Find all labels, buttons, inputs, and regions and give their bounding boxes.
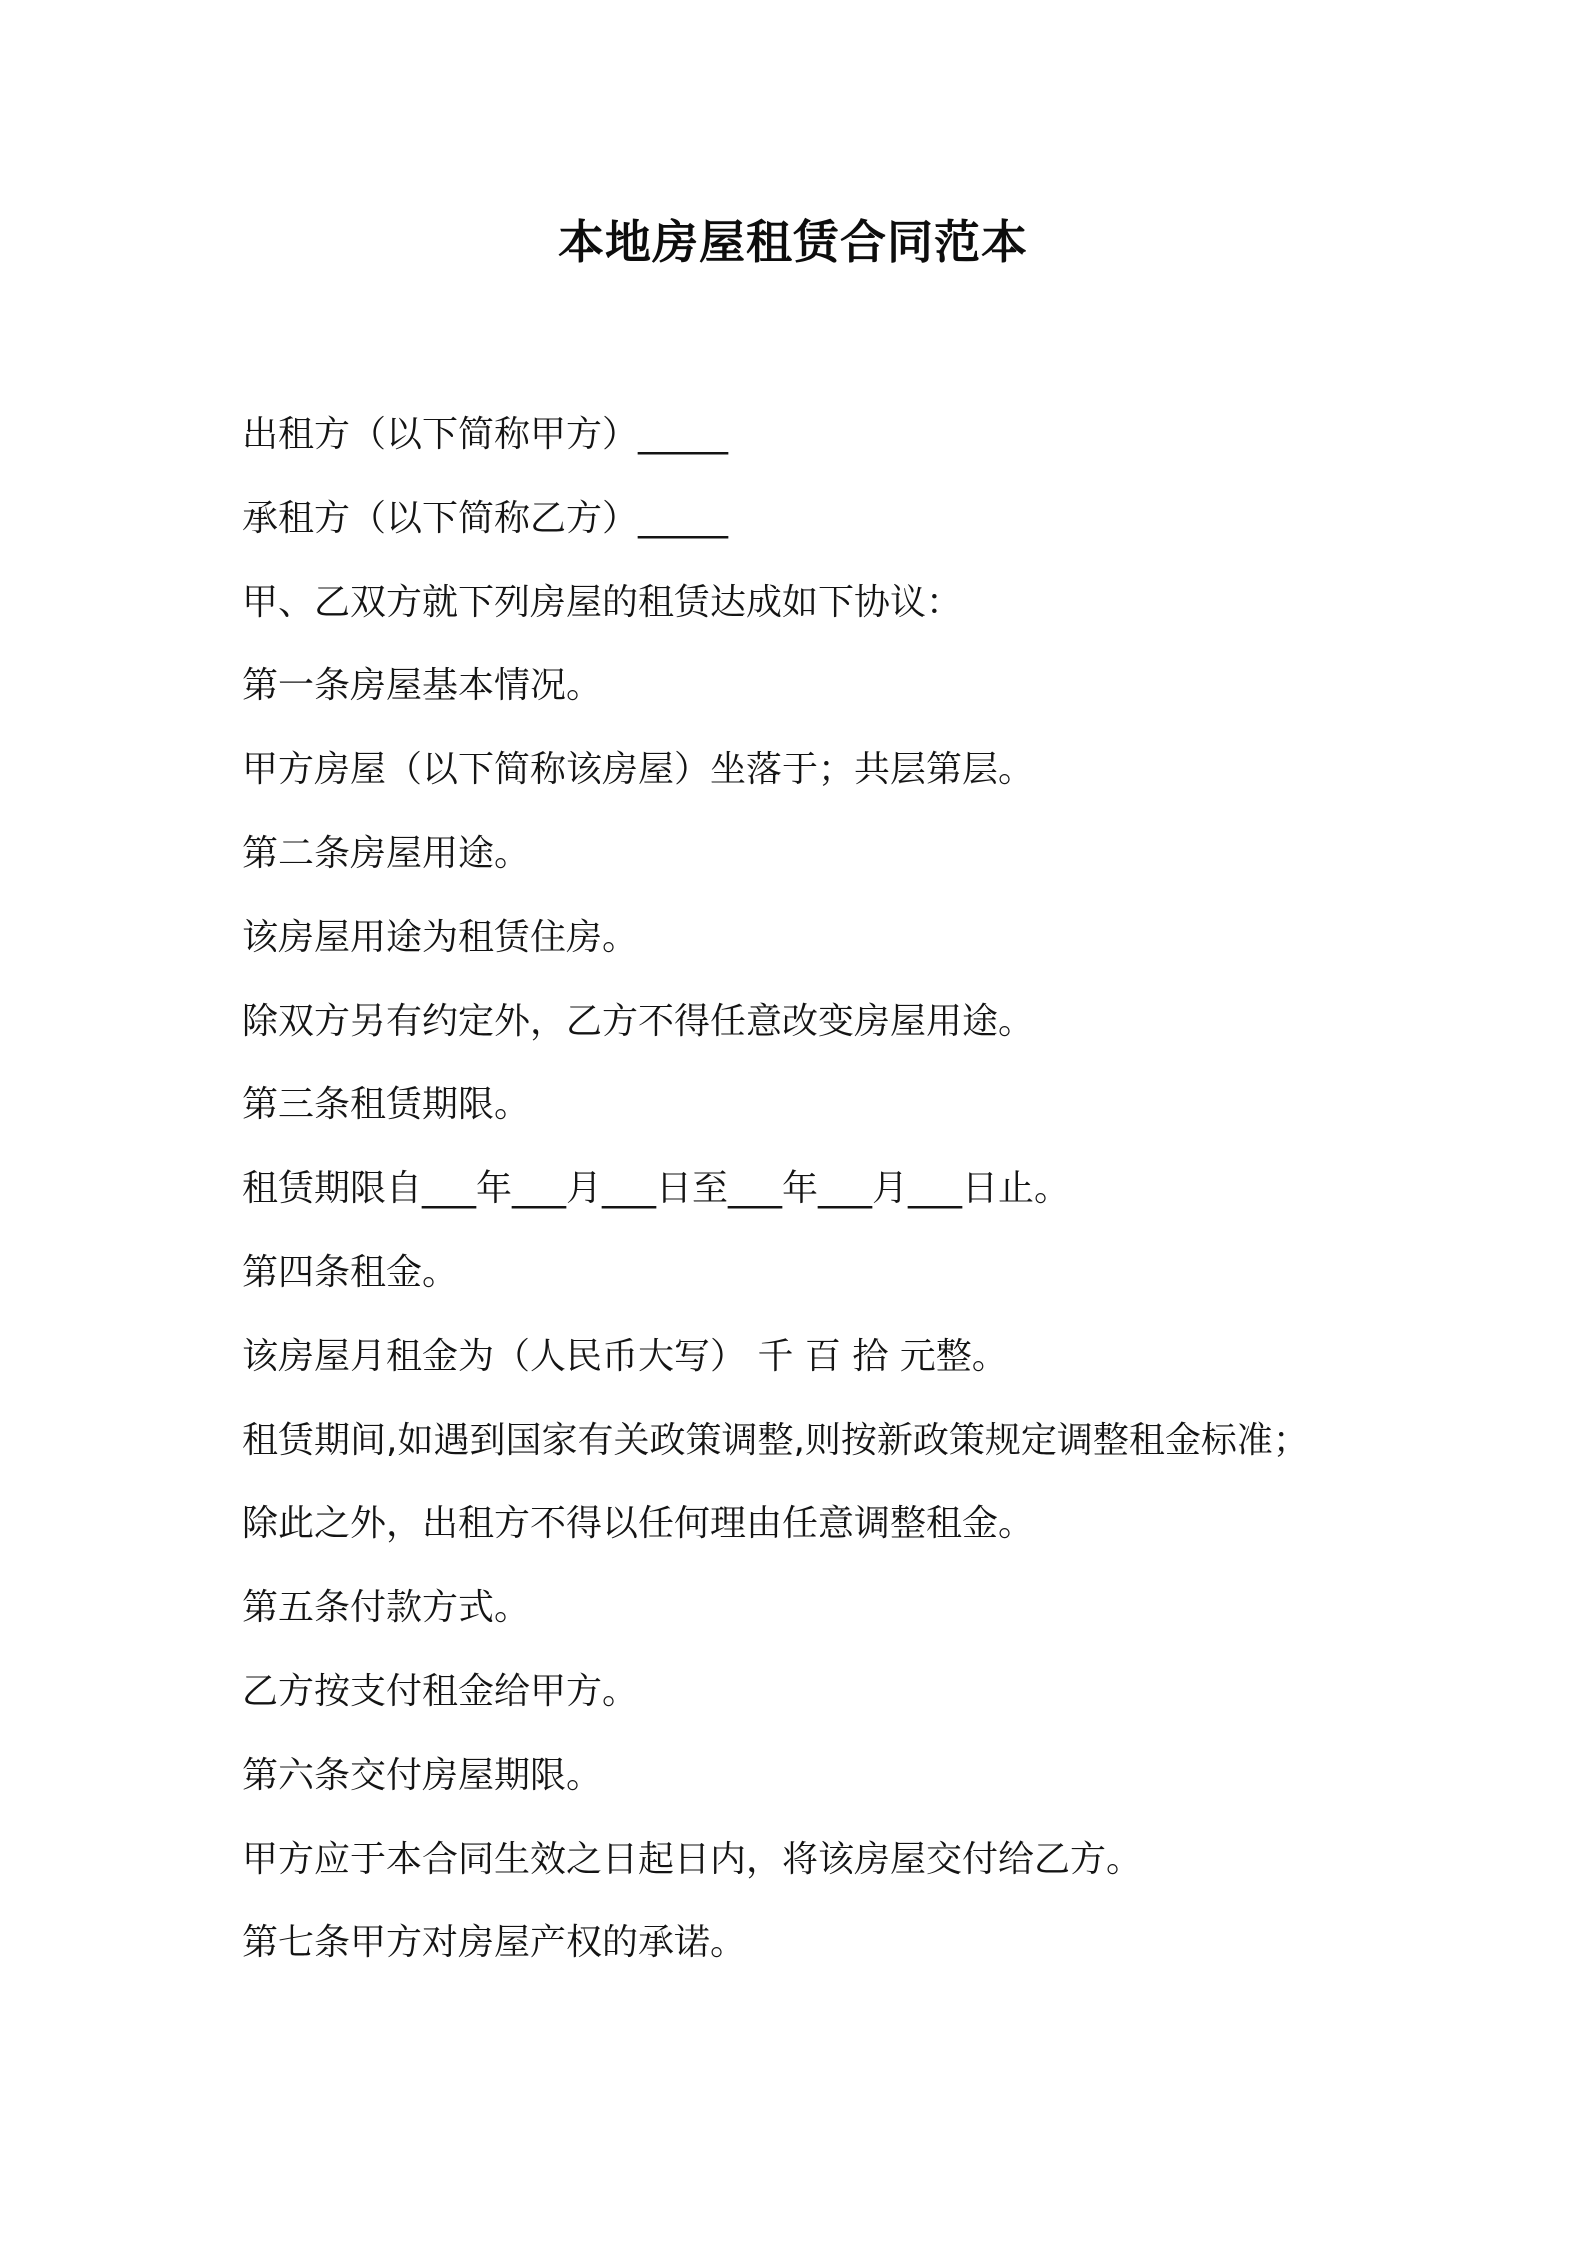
article-1-heading: 第一条房屋基本情况。	[242, 665, 603, 707]
article-2-heading: 第二条房屋用途。	[242, 832, 531, 874]
article-5-text: 乙方按支付租金给甲方。	[242, 1670, 639, 1712]
article-2-text-1: 该房屋用途为租赁住房。	[242, 916, 639, 958]
article-6-text: 甲方应于本合同生效之日起日内，将该房屋交付给乙方。	[242, 1838, 1143, 1880]
article-1-text: 甲方房屋（以下简称该房屋）坐落于；共层第层。	[242, 749, 1035, 791]
agreement-intro: 甲、乙双方就下列房屋的租赁达成如下协议：	[242, 581, 963, 623]
article-6-heading: 第六条交付房屋期限。	[242, 1754, 603, 1796]
document-title: 本地房屋租赁合同范本	[558, 215, 1028, 269]
article-5-heading: 第五条付款方式。	[242, 1587, 531, 1629]
document-body	[242, 405, 1442, 1997]
article-3-text: 租赁期限自___年___月___日至___年___月___日止。	[242, 1168, 1071, 1210]
article-4-heading: 第四条租金。	[242, 1251, 459, 1293]
article-4-text-2: 租赁期间,如遇到国家有关政策调整,则按新政策规定调整租金标准；	[242, 1419, 1309, 1461]
lessee-line: 承租方（以下简称乙方）_____	[242, 497, 729, 539]
article-2-text-2: 除双方另有约定外，乙方不得任意改变房屋用途。	[242, 1000, 1035, 1042]
article-4-text-3: 除此之外，出租方不得以任何理由任意调整租金。	[242, 1503, 1035, 1545]
article-7-heading: 第七条甲方对房屋产权的承诺。	[242, 1922, 747, 1964]
article-4-text-1: 该房屋月租金为（人民币大写） 千 百 拾 元整。	[242, 1335, 1008, 1377]
article-3-heading: 第三条租赁期限。	[242, 1084, 531, 1126]
lessor-line: 出租方（以下简称甲方）_____	[242, 414, 729, 455]
